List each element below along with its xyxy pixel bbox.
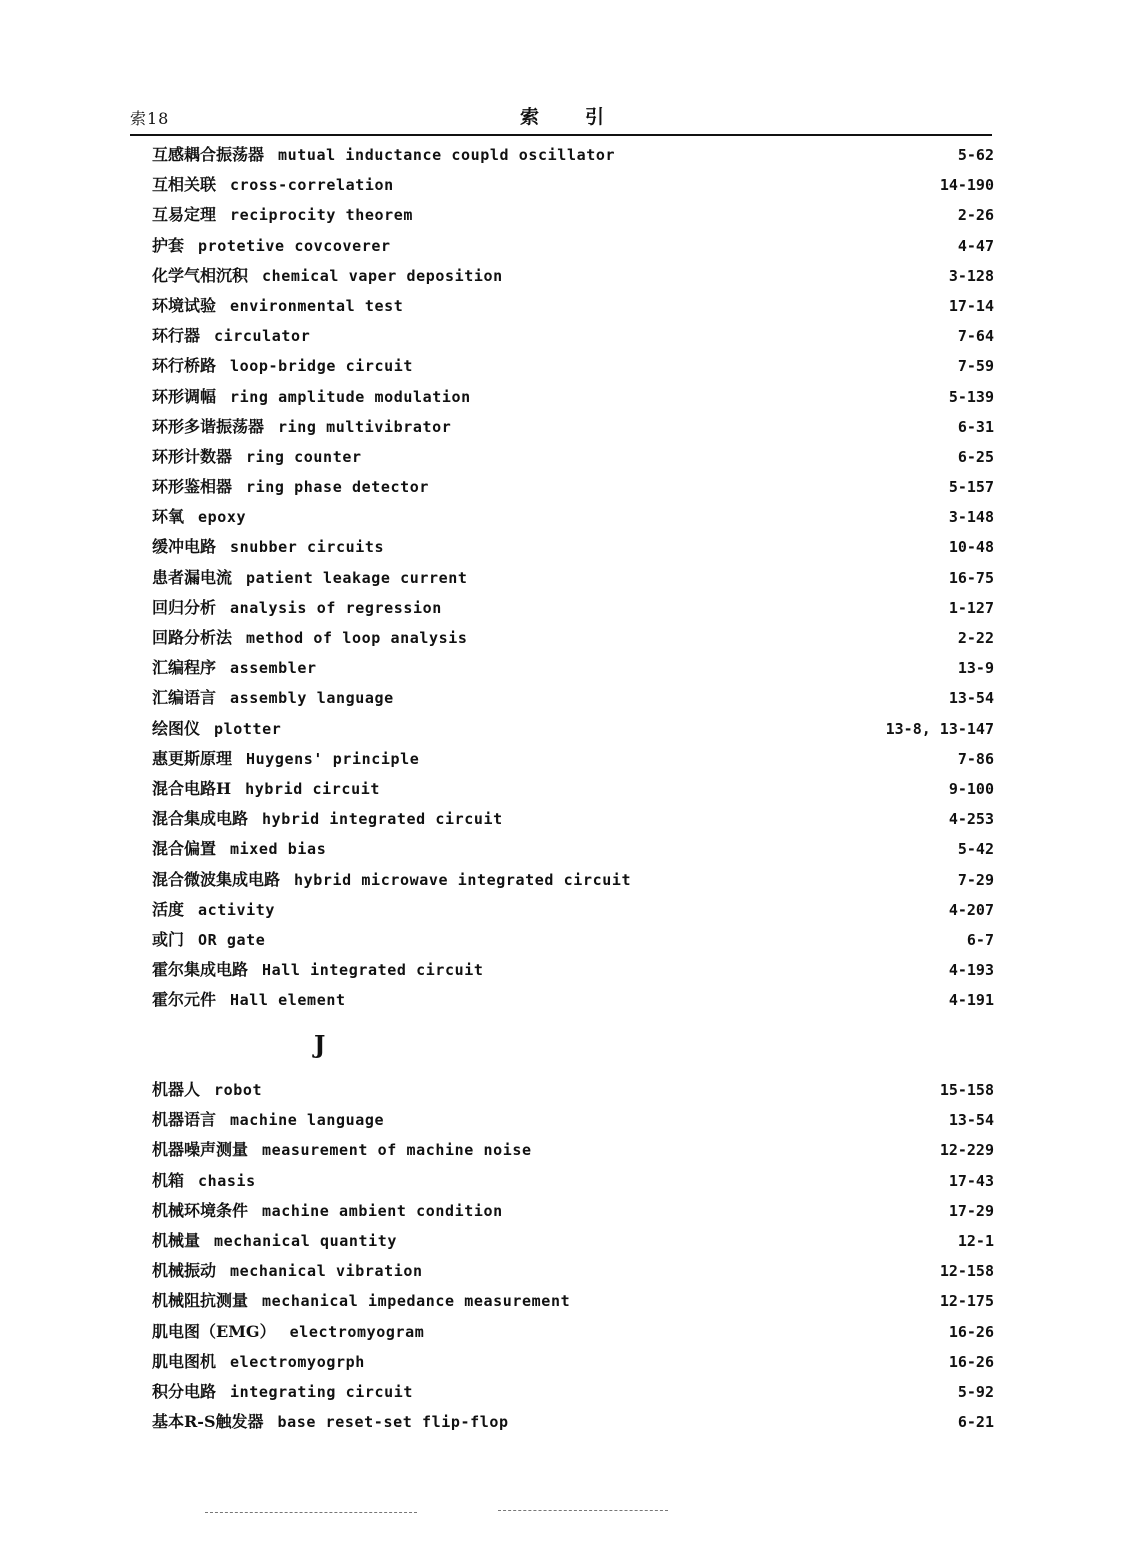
index-entry <box>152 597 994 627</box>
term-english: measurement of machine noise <box>262 1141 532 1160</box>
page-reference: 4-193 <box>948 961 994 980</box>
index-entry <box>152 1139 994 1169</box>
index-term <box>152 1079 262 1101</box>
index-term <box>152 687 394 709</box>
term-english: Huygens' principle <box>246 749 420 768</box>
term-english: analysis of regression <box>230 598 442 617</box>
index-entry <box>152 838 994 868</box>
term-chinese: 环氧 <box>152 507 185 527</box>
index-term <box>152 476 429 498</box>
page-reference: 16-75 <box>948 568 994 587</box>
index-entry <box>152 446 994 476</box>
index-term <box>152 627 468 649</box>
term-english: robot <box>214 1081 263 1099</box>
term-chinese: 环行桥路 <box>152 356 217 376</box>
term-english: mechanical quantity <box>214 1231 397 1250</box>
term-english: ring multivibrator <box>278 417 452 436</box>
term-english: cross-correlation <box>230 176 394 195</box>
term-english: epoxy <box>198 508 247 527</box>
index-term <box>152 536 384 558</box>
page-reference: 5-92 <box>957 1382 994 1401</box>
index-entry <box>152 959 994 989</box>
term-english: plotter <box>214 719 282 738</box>
index-entry <box>152 1200 994 1230</box>
index-entry <box>152 1290 994 1320</box>
term-english: mechanical impedance measurement <box>262 1292 571 1311</box>
term-chinese: 患者漏电流 <box>152 567 233 587</box>
term-chinese: 机械阻抗测量 <box>152 1291 249 1311</box>
term-english: environmental test <box>230 296 404 315</box>
page-reference: 3-148 <box>948 508 994 527</box>
term-chinese: 混合微波集成电路 <box>152 869 281 889</box>
page-title: 索引 <box>520 106 651 128</box>
term-english: ring amplitude modulation <box>230 387 471 406</box>
index-entry <box>152 416 994 446</box>
page-reference: 6-25 <box>957 447 994 466</box>
term-chinese: 或门 <box>152 929 185 949</box>
index-term <box>152 265 503 287</box>
term-english: circulator <box>214 327 311 346</box>
index-entry <box>152 1411 994 1441</box>
term-english: electromyogrph <box>230 1352 365 1371</box>
page-reference: 6-7 <box>966 930 994 949</box>
term-english: mechanical vibration <box>230 1262 423 1281</box>
page-reference: 2-22 <box>957 629 994 647</box>
page-reference: 17-14 <box>948 296 994 315</box>
page-reference: 5-42 <box>957 840 994 859</box>
term-english: method of loop analysis <box>246 629 468 647</box>
page-reference: 4-253 <box>948 810 994 829</box>
index-entry <box>152 476 994 506</box>
index-entry <box>152 355 994 385</box>
index-term <box>152 959 484 981</box>
term-chinese: 化学气相沉积 <box>152 265 249 285</box>
footer-rule-left <box>205 1512 417 1513</box>
term-chinese: 环行器 <box>152 326 201 346</box>
page-reference: 3-128 <box>948 266 994 285</box>
page-reference: 12-158 <box>939 1262 994 1281</box>
term-english: ring counter <box>246 447 362 466</box>
term-chinese: 机箱 <box>152 1170 185 1190</box>
index-term <box>152 1109 384 1131</box>
term-english: machine language <box>230 1111 385 1130</box>
index-entry <box>152 748 994 778</box>
term-chinese: 积分电路 <box>152 1381 217 1401</box>
term-chinese: 环形计数器 <box>152 446 233 466</box>
term-english: loop-bridge circuit <box>230 357 413 376</box>
term-chinese: 混合偏置 <box>152 839 217 859</box>
index-entry <box>152 506 994 536</box>
index-term <box>152 838 326 860</box>
page-reference: 2-26 <box>957 206 994 225</box>
term-chinese: 机器噪声测量 <box>152 1140 249 1160</box>
page-reference: 7-59 <box>957 357 994 376</box>
term-chinese: 缓冲电路 <box>152 537 217 557</box>
page-reference: 16-26 <box>948 1322 994 1341</box>
page-reference: 13-54 <box>948 689 994 708</box>
page-reference: 7-64 <box>957 327 994 346</box>
index-entry <box>152 1079 994 1109</box>
index-term <box>152 174 394 196</box>
term-english: Hall element <box>230 991 346 1010</box>
index-term <box>152 295 403 317</box>
term-chinese: 护套 <box>152 235 185 255</box>
index-term <box>152 144 615 166</box>
index-entry <box>152 1230 994 1260</box>
index-entry <box>152 295 994 325</box>
page-reference: 10-48 <box>948 538 994 557</box>
index-entry <box>152 718 994 748</box>
index-entry <box>152 1170 994 1200</box>
index-entry <box>152 869 994 899</box>
index-term <box>152 1230 397 1252</box>
term-english: reciprocity theorem <box>230 206 413 225</box>
term-chinese: 霍尔元件 <box>152 990 217 1010</box>
term-english: chasis <box>198 1171 256 1190</box>
index-entry <box>152 989 994 1019</box>
index-entry <box>152 235 994 265</box>
page-reference: 15-158 <box>939 1081 994 1099</box>
term-english: hybrid integrated circuit <box>262 810 503 829</box>
index-entry <box>152 144 994 174</box>
term-english: Hall integrated circuit <box>262 961 484 980</box>
term-english: integrating circuit <box>230 1382 413 1401</box>
index-entry <box>152 265 994 295</box>
index-entry <box>152 567 994 597</box>
index-term <box>152 1200 503 1222</box>
index-section-j <box>152 1079 994 1441</box>
page-reference: 7-86 <box>957 749 994 768</box>
index-term <box>152 778 380 800</box>
page-reference: 16-26 <box>948 1352 994 1371</box>
page-reference: 1-127 <box>948 598 994 617</box>
index-entry <box>152 1381 994 1411</box>
index-term <box>152 567 468 589</box>
page-reference: 13-8, 13-147 <box>885 719 994 738</box>
term-chinese: 基本R-S触发器 <box>152 1412 264 1432</box>
term-chinese: 混合电路H <box>152 778 232 798</box>
index-entry <box>152 174 994 204</box>
page-reference: 13-9 <box>957 659 994 678</box>
term-english: electromyogram <box>289 1322 425 1341</box>
page-reference: 12-1 <box>957 1231 994 1250</box>
index-entry <box>152 808 994 838</box>
term-chinese: 活度 <box>152 899 185 919</box>
page-reference: 5-62 <box>957 146 994 164</box>
term-english: OR gate <box>198 930 266 949</box>
page-reference: 4-207 <box>948 900 994 919</box>
term-english: protetive covcoverer <box>198 236 391 255</box>
footer-rule-right <box>498 1510 668 1511</box>
index-term <box>152 204 413 226</box>
term-chinese: 环形调幅 <box>152 386 217 406</box>
page-reference: 12-229 <box>939 1141 994 1160</box>
index-entry <box>152 1109 994 1139</box>
term-chinese: 霍尔集成电路 <box>152 960 249 980</box>
term-chinese: 机械环境条件 <box>152 1200 249 1220</box>
term-chinese: 互易定理 <box>152 205 217 225</box>
index-section-h <box>152 144 994 1019</box>
term-english: mutual inductance coupld oscillator <box>278 146 616 164</box>
term-english: snubber circuits <box>230 538 385 557</box>
term-chinese: 环形鉴相器 <box>152 477 233 497</box>
term-english: assembler <box>230 659 317 678</box>
term-chinese: 汇编程序 <box>152 658 217 678</box>
index-entry <box>152 778 994 808</box>
index-term <box>152 416 451 438</box>
page-header <box>130 102 992 136</box>
term-english: base reset-set flip-flop <box>277 1413 509 1432</box>
index-term <box>152 718 281 740</box>
index-entry <box>152 657 994 687</box>
index-term <box>152 235 391 257</box>
term-chinese: 回归分析 <box>152 597 217 617</box>
term-chinese: 互相关联 <box>152 175 217 195</box>
index-entry <box>152 1260 994 1290</box>
term-chinese: 机械量 <box>152 1230 201 1250</box>
page-reference: 5-157 <box>948 478 994 497</box>
page-reference: 13-54 <box>948 1111 994 1130</box>
index-term <box>152 325 310 347</box>
index-term <box>152 446 362 468</box>
index-term <box>152 899 275 921</box>
term-chinese: 回路分析法 <box>152 628 233 647</box>
index-term <box>152 386 471 408</box>
section-letter-j: J <box>314 1030 326 1059</box>
term-english: machine ambient condition <box>262 1201 503 1220</box>
page-reference: 6-31 <box>957 417 994 436</box>
term-chinese: 机械振动 <box>152 1261 217 1281</box>
term-english: activity <box>198 900 276 919</box>
term-english: chemical vaper deposition <box>262 266 503 285</box>
page-reference: 17-43 <box>948 1171 994 1190</box>
term-english: assembly language <box>230 689 394 708</box>
page-reference: 17-29 <box>948 1201 994 1220</box>
term-english: hybrid microwave integrated circuit <box>294 870 632 889</box>
term-english: ring phase detector <box>246 478 429 497</box>
term-chinese: 绘图仪 <box>152 718 201 738</box>
term-chinese: 惠更斯原理 <box>152 748 233 768</box>
page-reference: 14-190 <box>939 176 994 195</box>
index-term <box>152 989 346 1011</box>
index-entry <box>152 687 994 717</box>
index-entry <box>152 627 994 657</box>
index-term <box>152 506 246 528</box>
index-term <box>152 597 442 619</box>
index-term <box>152 657 317 679</box>
index-entry <box>152 1351 994 1381</box>
term-chinese: 汇编语言 <box>152 688 217 708</box>
index-entry <box>152 325 994 355</box>
index-entry <box>152 1321 994 1351</box>
index-entry <box>152 899 994 929</box>
term-english: patient leakage current <box>246 568 468 587</box>
index-term <box>152 355 413 377</box>
page-reference: 5-139 <box>948 387 994 406</box>
index-entry <box>152 204 994 234</box>
page-reference: 4-191 <box>948 991 994 1010</box>
index-entry <box>152 536 994 566</box>
term-chinese: 肌电图（EMG） <box>152 1321 276 1341</box>
term-chinese: 混合集成电路 <box>152 809 249 829</box>
term-chinese: 肌电图机 <box>152 1351 217 1371</box>
index-term <box>152 1411 509 1433</box>
term-chinese: 环境试验 <box>152 295 217 315</box>
index-term <box>152 869 631 891</box>
term-english: hybrid circuit <box>245 779 380 798</box>
index-term <box>152 1170 256 1192</box>
index-term <box>152 748 419 770</box>
index-term <box>152 1321 424 1343</box>
term-chinese: 机器人 <box>152 1080 201 1099</box>
index-term <box>152 1381 413 1403</box>
page-reference: 9-100 <box>948 779 994 798</box>
index-term <box>152 1139 532 1161</box>
term-english: mixed bias <box>230 840 327 859</box>
term-chinese: 环形多谐振荡器 <box>152 416 265 436</box>
page-reference: 12-175 <box>939 1292 994 1311</box>
index-entry <box>152 929 994 959</box>
index-term <box>152 1351 365 1373</box>
index-term <box>152 929 265 951</box>
page-reference: 7-29 <box>957 870 994 889</box>
term-chinese: 机器语言 <box>152 1110 217 1130</box>
index-term <box>152 808 503 830</box>
index-term <box>152 1260 423 1282</box>
index-term <box>152 1290 570 1312</box>
page-number: 索18 <box>130 109 170 128</box>
page-reference: 6-21 <box>957 1413 994 1432</box>
page-reference: 4-47 <box>957 236 994 255</box>
index-entry <box>152 386 994 416</box>
term-chinese: 互感耦合振荡器 <box>152 145 265 164</box>
